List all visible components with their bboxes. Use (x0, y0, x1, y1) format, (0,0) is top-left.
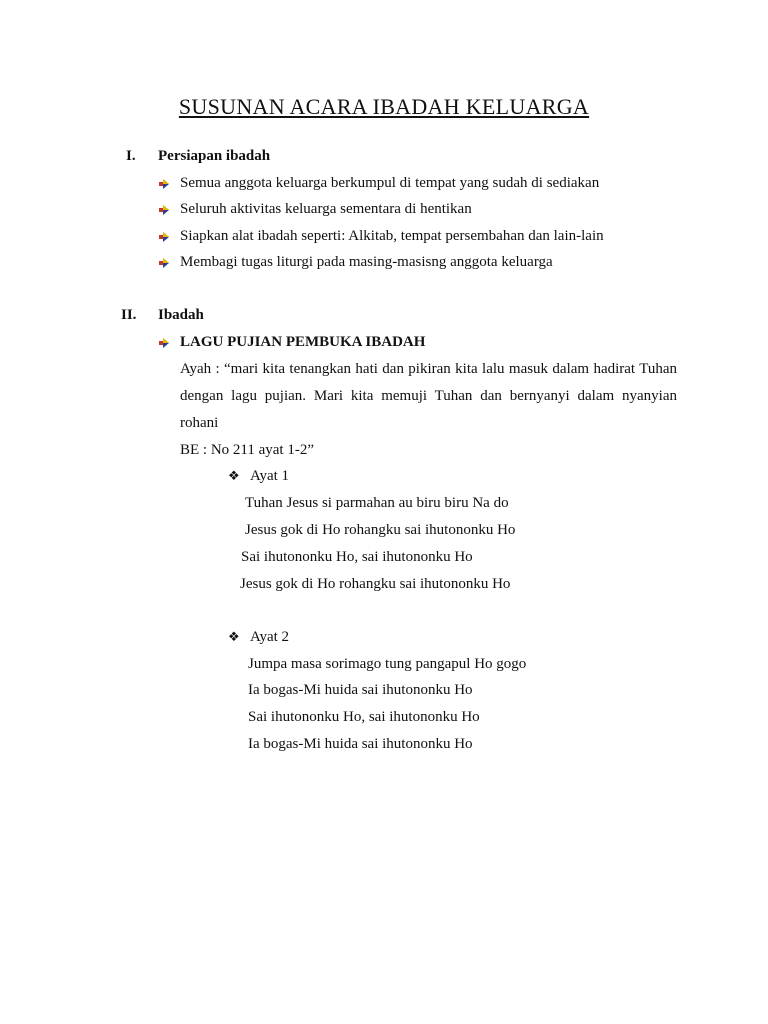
diamond-bullet-icon: ❖ (228, 468, 240, 483)
arrow-bullet-icon (158, 178, 170, 190)
list-item: Membagi tugas liturgi pada masing-masisng anggota keluarga (180, 254, 553, 270)
verse-1-line: Sai ihutononku Ho, sai ihutononku Ho (241, 549, 473, 565)
arrow-bullet-icon (158, 204, 170, 216)
list-item: Siapkan alat ibadah seperti: Alkitab, tempat persembahan dan lain-lain (180, 228, 604, 244)
verse-2-line: Jumpa masa sorimago tung pangapul Ho gogo (248, 656, 527, 672)
arrow-bullet-icon (158, 337, 170, 349)
verse-1-line: Jesus gok di Ho rohangku sai ihutononku Ho (240, 576, 511, 592)
verse-1-line: Tuhan Jesus si parmahan au biru biru Na do (245, 495, 509, 511)
arrow-bullet-icon (158, 257, 170, 269)
subheading: LAGU PUJIAN PEMBUKA IBADAH (180, 334, 426, 350)
verse-2-line: Ia bogas-Mi huida sai ihutononku Ho (248, 736, 473, 752)
verse-2-line: Ia bogas-Mi huida sai ihutononku Ho (248, 682, 473, 698)
document-title: SUSUNAN ACARA IBADAH KELUARGA (178, 94, 590, 119)
list-item: Seluruh aktivitas keluarga sementara di hentikan (180, 201, 472, 217)
section-2-heading: Ibadah (158, 307, 204, 323)
be-line: BE : No 211 ayat 1-2” (180, 442, 314, 458)
section-1-numeral: I. (126, 148, 136, 164)
verse-2-line: Sai ihutononku Ho, sai ihutononku Ho (248, 709, 480, 725)
section-1-heading: Persiapan ibadah (158, 148, 271, 164)
verse-1-label: Ayat 1 (250, 468, 290, 484)
verse-2-label: Ayat 2 (250, 629, 290, 645)
diamond-bullet-icon: ❖ (228, 629, 240, 644)
arrow-bullet-icon (158, 231, 170, 243)
verse-1-line: Jesus gok di Ho rohangku sai ihutononku Ho (245, 522, 516, 538)
section-2-numeral: II. (121, 307, 137, 323)
list-item: Semua anggota keluarga berkumpul di tempat yang sudah di sediakan (180, 175, 600, 191)
opening-paragraph: Ayah : “mari kita tenangkan hati dan pikiran kita lalu masuk dalam hadirat Tuhan dengan lagu pujian. Mari kita memuji Tuhan dan bernyanyi dalam nyanyian rohani (180, 361, 677, 431)
